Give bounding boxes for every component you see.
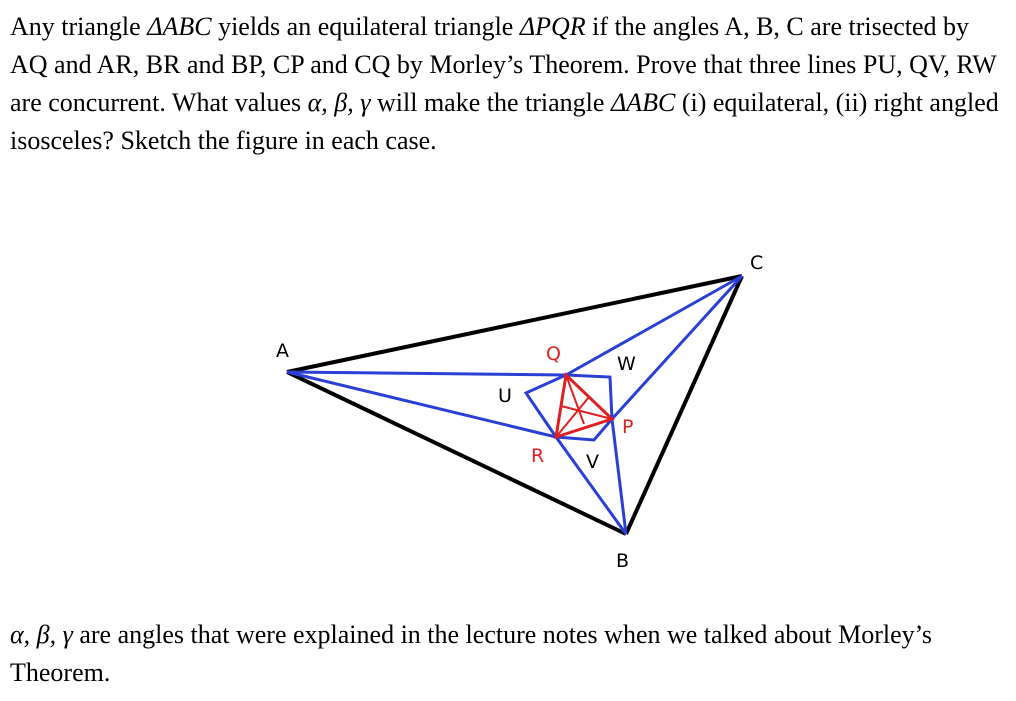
problem-text-4: will make the triangle (370, 88, 611, 117)
math-abc-2: ΔABC (610, 88, 676, 117)
label-v: V (586, 451, 599, 473)
math-abc-1: ΔABC (147, 12, 212, 41)
trisector-aq (287, 372, 566, 375)
problem-text-2: yields an equilateral triangle (211, 12, 520, 41)
label-u: U (498, 385, 512, 407)
math-angles-2: α, β, γ (10, 620, 73, 649)
side-bc (626, 276, 742, 534)
label-c: C (750, 252, 764, 274)
label-a: A (276, 340, 289, 362)
label-r: R (531, 445, 545, 467)
label-p: P (622, 416, 634, 438)
math-angles-1: α, β, γ (307, 88, 371, 117)
side-ac (287, 276, 742, 372)
note-text-1: are angles that were explained in the lecture notes when we talked about Morley’s Theorem. (10, 620, 932, 687)
label-w: W (617, 353, 636, 375)
math-pqr: ΔPQR (519, 12, 586, 41)
problem-text-5: (i) equilateral, (ii) right angled isosceles? Sketch the figure in each case. (10, 88, 999, 155)
label-b: B (616, 550, 630, 572)
trisector-cq (566, 276, 742, 375)
problem-text-1: Any triangle (10, 12, 148, 41)
problem-text-3: if the angles A, B, C are trisected by AQ and AR, BR and BP, CP and CQ by Morley’s Theorem. Prove that three lines PU, QV, RW are concurrent. What values (10, 12, 997, 117)
side-ab (287, 372, 626, 534)
label-q: Q (546, 343, 561, 365)
note-text (10, 616, 1010, 692)
trisector-ar (287, 372, 556, 437)
